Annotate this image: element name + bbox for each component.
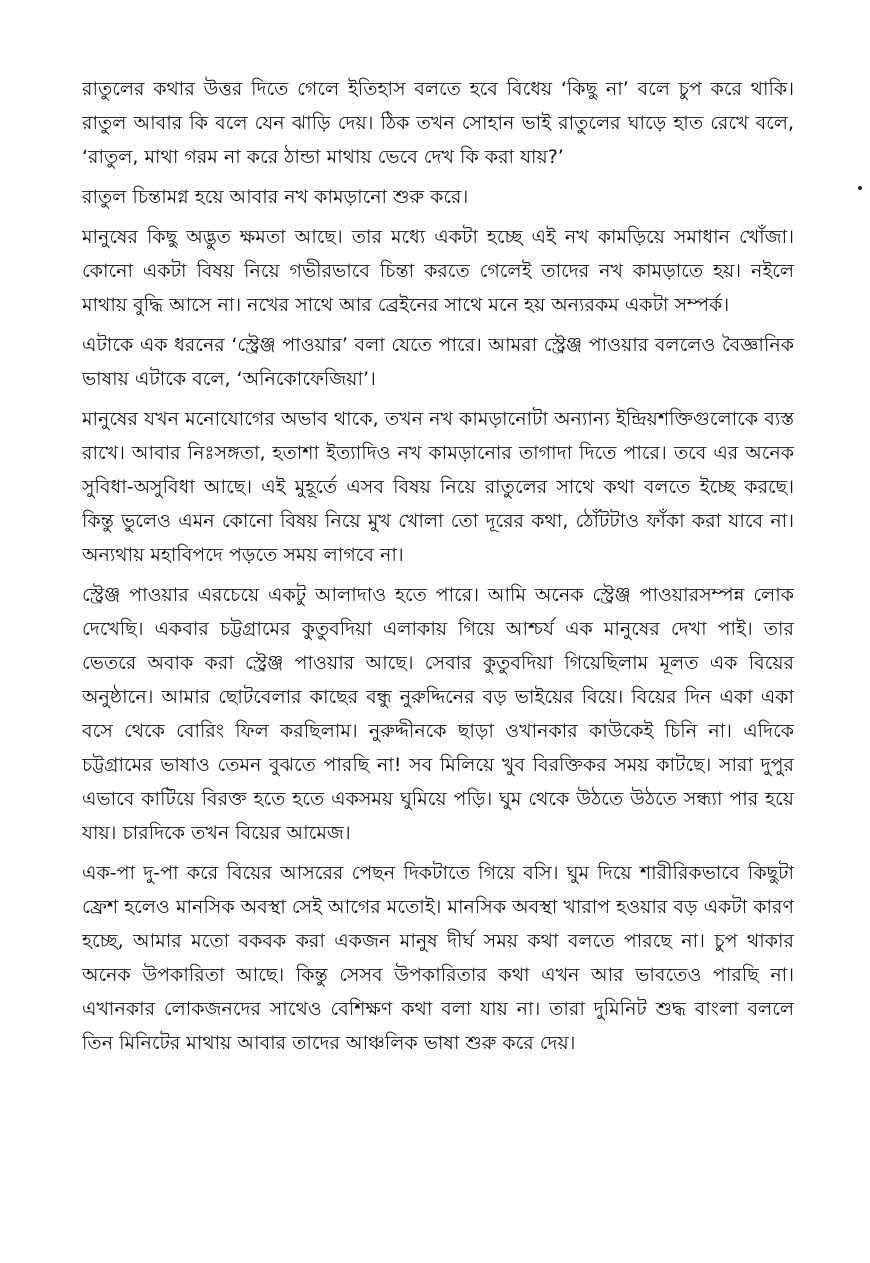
ink-speck <box>858 186 862 190</box>
paragraph-4: এটাকে এক ধরনের ‘স্ট্রেঞ্জ পাওয়ার’ বলা যেতে পারে। আমরা স্ট্রেঞ্জ পাওয়ার বললেও বৈজ্ঞানিক ভাষায় এটাকে বলে, ‘অনিকোফেজিয়া’। <box>82 334 794 390</box>
paragraph-5: মানুষের যখন মনোযোগের অভাব থাকে, তখন নখ কামড়ানোটা অন্যান্য ইন্দ্রিয়শক্তিগুলোকে ব্যস্ত রাখে। আবার নিঃসঙ্গতা, হতাশা ইত্যাদিও নখ কামড়ানোর তাগাদা দিতে পারে। তবে এর অনেক সুবিধা-অসুবিধা আছে। এই মুহূর্তে এসব বিষয় নিয়ে রাতুলের সাথে কথা বলতে ইচ্ছে করছে। কিন্তু ভুলেও এমন কোনো বিষয় নিয়ে মুখ খোলা তো দূরের কথা, ঠোঁটটাও ফাঁকা করা যাবে না। অন্যথায় মহাবিপদে পড়তে সময় লাগবে না। <box>82 408 794 566</box>
book-page-text <box>82 72 794 1252</box>
paragraph-6: স্ট্রেঞ্জ পাওয়ার এরচেয়ে একটু আলাদাও হতে পারে। আমি অনেক স্ট্রেঞ্জ পাওয়ারসম্পন্ন লোক দেখেছি। একবার চট্টগ্রামের কুতুবদিয়া এলাকায় গিয়ে আশ্চর্য এক মানুষের দেখা পাই। তার ভেতরে অবাক করা স্ট্রেঞ্জ পাওয়ার আছে। সেবার কুতুবদিয়া গিয়েছিলাম মূলত এক বিয়ের অনুষ্ঠানে। আমার ছোটবেলার কাছের বন্ধু নুরুদ্দিনের বড় ভাইয়ের বিয়ে। বিয়ের দিন একা একা বসে থেকে বোরিং ফিল করছিলাম। নুরুদ্দীনকে ছাড়া ওখানকার কাউকেই চিনি না। এদিকে চট্টগ্রামের ভাষাও তেমন বুঝতে পারছি না! সব মিলিয়ে খুব বিরক্তিকর সময় কাটছে। সারা দুপুর এভাবে কাটিয়ে বিরক্ত হতে হতে একসময় ঘুমিয়ে পড়ি। ঘুম থেকে উঠতে উঠতে সন্ধ্যা পার হয়ে যায়। চারদিকে তখন বিয়ের আমেজ। <box>82 584 794 844</box>
paragraph-2: রাতুল চিন্তামগ্ন হয়ে আবার নখ কামড়ানো শুরু করে। <box>82 186 469 208</box>
paragraph-1: রাতুলের কথার উত্তর দিতে গেলে ইতিহাস বলতে হবে বিধেয় ‘কিছু না’ বলে চুপ করে থাকি। রাতুল আবার কি বলে যেন ঝাড়ি দেয়। ঠিক তখন সোহান ভাই রাতুলের ঘাড়ে হাত রেখে বলে, ‘রাতুল, মাথা গরম না করে ঠান্ডা মাথায় ভেবে দেখ কি করা যায়?’ <box>82 78 794 168</box>
paragraph-7: এক-পা দু-পা করে বিয়ের আসরের পেছন দিকটাতে গিয়ে বসি। ঘুম দিয়ে শারীরিকভাবে কিছুটা ফ্রেশ হলেও মানসিক অবস্থা সেই আগের মতোই। মানসিক অবস্থা খারাপ হওয়ার বড় একটা কারণ হচ্ছে, আমার মতো বকবক করা একজন মানুষ দীর্ঘ সময় কথা বলতে পারছে না। চুপ থাকার অনেক উপকারিতা আছে। কিন্তু সেসব উপকারিতার কথা এখন আর ভাবতেও পারছি না। এখানকার লোকজনদের সাথেও বেশিক্ষণ কথা বলা যায় না। তারা দুমিনিট শুদ্ধ বাংলা বললে তিন মিনিটের মাথায় আবার তাদের আঞ্চলিক ভাষা শুরু করে দেয়। <box>82 862 794 1054</box>
paragraph-3: মানুষের কিছু অদ্ভুত ক্ষমতা আছে। তার মধ্যে একটা হচ্ছে এই নখ কামড়িয়ে সমাধান খোঁজা। কোনো একটা বিষয় নিয়ে গভীরভাবে চিন্তা করতে গেলেই তাদের নখ কামড়াতে হয়। নইলে মাথায় বুদ্ধি আসে না। নখের সাথে আর ব্রেইনের সাথে মনে হয় অন্যরকম একটা সম্পর্ক। <box>82 226 794 316</box>
